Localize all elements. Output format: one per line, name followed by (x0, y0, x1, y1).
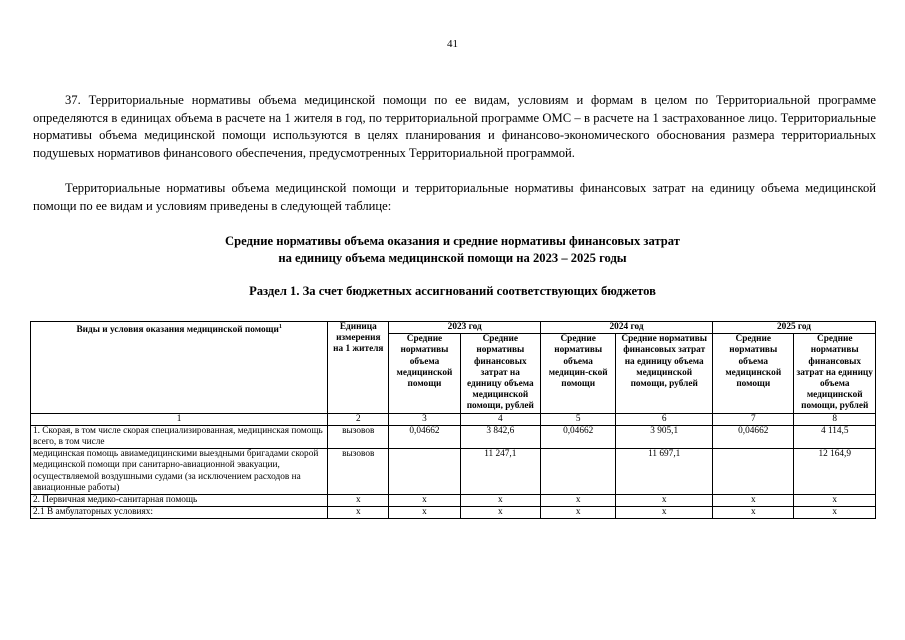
row-name: 2. Первичная медико-санитарная помощь (31, 495, 328, 507)
table-title (0, 233, 905, 267)
row-cost-2023: 3 842,6 (460, 425, 540, 448)
row-cost-2023: х (460, 507, 540, 519)
table-title-line2: на единицу объема медицинской помощи на 2023 – 2025 годы (278, 251, 627, 265)
row-unit: вызовов (328, 425, 389, 448)
table-row (31, 449, 876, 495)
column-number: 4 (460, 413, 540, 425)
row-volume-2024: 0,04662 (541, 425, 616, 448)
header-year-2025: 2025 год (713, 322, 876, 334)
row-volume-2024: х (541, 495, 616, 507)
table-row (31, 507, 876, 519)
subheader-volume-2025: Средние нормативы объема медицинской помощи (713, 334, 794, 413)
row-volume-2025: х (713, 495, 794, 507)
row-volume-2023: х (389, 495, 460, 507)
table-title-line1: Средние нормативы объема оказания и средние нормативы финансовых затрат (225, 234, 680, 248)
row-volume-2025 (713, 449, 794, 495)
row-cost-2024: х (616, 507, 713, 519)
row-name: 2.1 В амбулаторных условиях: (31, 507, 328, 519)
row-volume-2025: х (713, 507, 794, 519)
norms-table (30, 321, 876, 519)
row-volume-2023: 0,04662 (389, 425, 460, 448)
row-unit: вызовов (328, 449, 389, 495)
subheader-cost-2025: Средние нормативы финансовых затрат на единицу объема медицинской помощи, рублей (794, 334, 876, 413)
row-cost-2023: х (460, 495, 540, 507)
column-number: 5 (541, 413, 616, 425)
column-number: 7 (713, 413, 794, 425)
subheader-cost-2023: Средние нормативы финансовых затрат на единицу объема медицинской помощи, рублей (460, 334, 540, 413)
row-cost-2025: 12 164,9 (794, 449, 876, 495)
column-number: 1 (31, 413, 328, 425)
section-title: Раздел 1. За счет бюджетных ассигнований соответствующих бюджетов (249, 284, 656, 298)
row-cost-2024: 11 697,1 (616, 449, 713, 495)
row-name: 1. Скорая, в том числе скорая специализированная, медицинская помощь всего, в том числе (31, 425, 328, 448)
row-volume-2023: х (389, 507, 460, 519)
subheader-volume-2024: Средние нормативы объема медицин-ской помощи (541, 334, 616, 413)
paragraph-table-intro: Территориальные нормативы объема медицинской помощи и территориальные нормативы финансовых затрат на единицу объема медицинской помощи по ее видам и условиям приведены в следующей таблице: (33, 181, 876, 213)
page-number: 41 (447, 38, 458, 50)
header-unit: Единица измерения на 1 жителя (328, 322, 389, 414)
row-cost-2023: 11 247,1 (460, 449, 540, 495)
subheader-volume-2023: Средние нормативы объема медицинской помощи (389, 334, 460, 413)
row-volume-2025: 0,04662 (713, 425, 794, 448)
table-row (31, 425, 876, 448)
row-volume-2023 (389, 449, 460, 495)
row-volume-2024 (541, 449, 616, 495)
column-number-row (31, 413, 876, 425)
row-cost-2024: х (616, 495, 713, 507)
row-volume-2024: х (541, 507, 616, 519)
paragraph-37: 37. Территориальные нормативы объема медицинской помощи по ее видам, условиям и формам в целом по Территориальной программе определяются в единицах объема в расчете на 1 жителя в год, по территориальной программе ОМС – в расчете на 1 застрахованное лицо. Территориальные нормативы объема медицинской помощи используются в целях планирования и финансово-экономического обоснования размера территориальных подушевых нормативов финансового обеспечения, предусмотренных Территориальной программой. (33, 93, 876, 160)
column-number: 6 (616, 413, 713, 425)
column-number: 2 (328, 413, 389, 425)
row-cost-2025: х (794, 507, 876, 519)
row-unit: х (328, 495, 389, 507)
column-number: 8 (794, 413, 876, 425)
row-cost-2025: х (794, 495, 876, 507)
row-cost-2024: 3 905,1 (616, 425, 713, 448)
table-row (31, 495, 876, 507)
header-kinds: Виды и условия оказания медицинской помощи$^1$ (31, 322, 328, 414)
subheader-cost-2024: Средние нормативы финансовых затрат на единицу объема медицинской помощи, рублей (616, 334, 713, 413)
row-unit: х (328, 507, 389, 519)
row-name: медицинская помощь авиамедицинскими выездными бригадами скорой медицинской помощи при санитарно-авиационной эвакуации, осуществляемой воздушными судами (за исключением расходов на авиационные работы) (31, 449, 328, 495)
row-cost-2025: 4 114,5 (794, 425, 876, 448)
column-number: 3 (389, 413, 460, 425)
header-year-2023: 2023 год (389, 322, 541, 334)
header-year-2024: 2024 год (541, 322, 713, 334)
